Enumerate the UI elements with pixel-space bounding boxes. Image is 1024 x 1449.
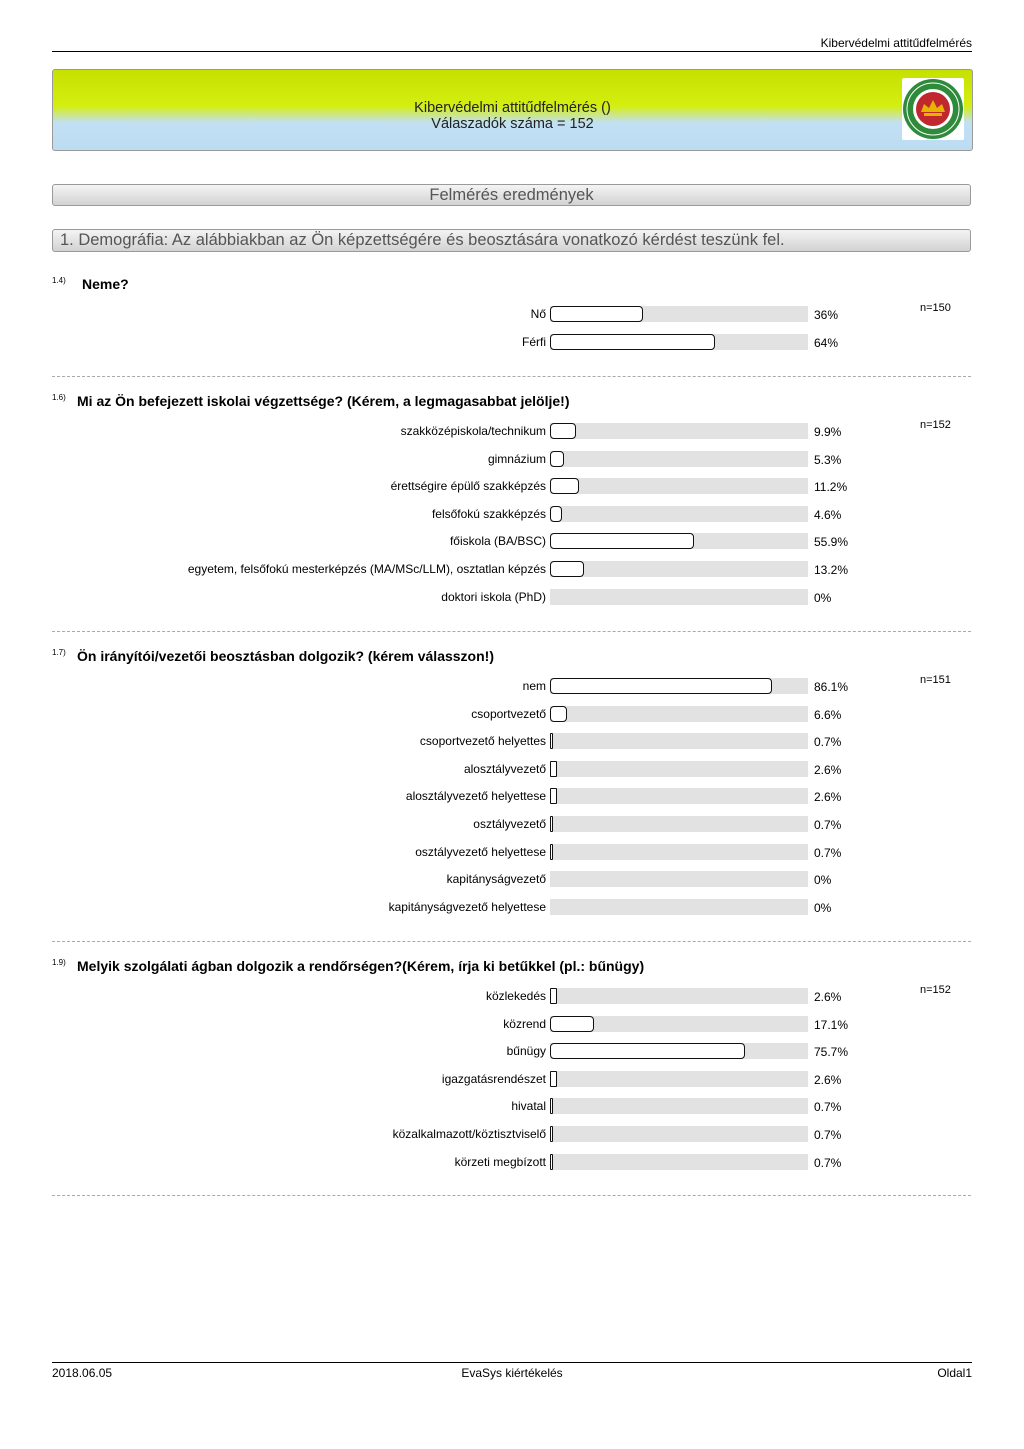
answer-bar — [550, 678, 772, 694]
answer-percent: 6.6% — [814, 707, 842, 722]
answer-label: közlekedés — [485, 989, 546, 1003]
answer-label: közalkalmazott/köztisztviselő — [392, 1127, 546, 1141]
answer-bar-track — [550, 899, 808, 915]
answer-percent: 0.7% — [814, 845, 842, 860]
answer-bar-track — [550, 1071, 808, 1087]
answer-bar — [550, 1043, 745, 1059]
answer-bar-track — [550, 306, 808, 322]
answer-bar — [550, 733, 553, 749]
answer-label: közrend — [503, 1016, 546, 1031]
banner-text — [53, 100, 972, 132]
footer-title: EvaSys kiértékelés — [461, 1366, 563, 1380]
answer-label: kapitányságvezető helyettese — [388, 899, 546, 914]
answer-bar-track — [550, 706, 808, 722]
answer-percent: 11.2% — [814, 480, 848, 495]
answer-bar-track — [550, 816, 808, 832]
institution-seal-logo — [902, 78, 964, 140]
answer-bar — [550, 816, 553, 832]
question-separator — [52, 376, 971, 377]
answer-label: igazgatásrendészet — [441, 1071, 546, 1086]
answer-percent: 0.7% — [814, 735, 842, 750]
answer-bar — [550, 334, 715, 350]
answer-label: doktori iskola (PhD) — [441, 589, 546, 604]
answer-label: bűnügy — [506, 1044, 546, 1059]
answer-bar — [550, 423, 576, 439]
answer-label: kapitányságvezető — [446, 872, 546, 887]
answer-percent: 9.9% — [814, 425, 842, 439]
answer-bar-track — [550, 1016, 808, 1032]
answer-bar-track — [550, 1043, 808, 1059]
answer-bar-track — [550, 423, 808, 439]
answer-bar-track — [550, 1154, 808, 1170]
answer-bar-track — [550, 478, 808, 494]
answer-label: szakközépiskola/technikum — [400, 424, 546, 438]
answer-bar — [550, 306, 643, 322]
demography-section-header — [52, 229, 971, 252]
answer-percent: 0.7% — [814, 1100, 842, 1115]
question-separator — [52, 1195, 971, 1196]
answer-label: nem — [522, 679, 546, 693]
answer-percent: 0% — [814, 873, 832, 888]
answer-bar — [550, 1126, 553, 1142]
question-title: Neme? — [82, 276, 129, 292]
question-title: Mi az Ön befejezett iskolai végzettsége? (Kérem, a legmagasabbat jelölje!) — [77, 393, 570, 409]
answer-bar-track — [550, 506, 808, 522]
answer-bar — [550, 761, 557, 777]
results-section-title: Felmérés eredmények — [429, 186, 594, 204]
answer-label: hivatal — [511, 1099, 546, 1114]
question-title: Ön irányítói/vezetői beosztásban dolgozik? (kérem válasszon!) — [77, 648, 494, 664]
answer-percent: 2.6% — [814, 1072, 842, 1087]
response-count: n=152 — [920, 419, 951, 431]
answer-label: osztályvezető helyettese — [415, 844, 546, 859]
answer-label: Férfi — [522, 334, 546, 349]
answer-percent: 36% — [814, 308, 839, 322]
answer-percent: 4.6% — [814, 507, 842, 522]
answer-percent: 13.2% — [814, 563, 849, 577]
results-section-header — [52, 184, 971, 206]
question-number: 1.6) — [52, 393, 66, 402]
question-number: 1.7) — [52, 648, 66, 657]
question-title: Melyik szolgálati ágban dolgozik a rendőrségen?(Kérem, írja ki betűkkel (pl.: bűnügy) — [77, 958, 645, 974]
answer-bar — [550, 988, 557, 1004]
question-separator — [52, 631, 971, 632]
question-number: 1.9) — [52, 958, 66, 967]
answer-percent: 0.7% — [814, 818, 842, 832]
answer-percent: 2.6% — [814, 990, 842, 1004]
answer-bar-track — [550, 334, 808, 350]
answer-bar — [550, 533, 694, 549]
answer-bar-track — [550, 533, 808, 549]
answer-bar-track — [550, 761, 808, 777]
banner-respondents: Válaszadók száma = 152 — [431, 116, 594, 132]
answer-label: Nő — [530, 307, 546, 321]
answer-label: alosztályvezető helyettese — [405, 789, 546, 804]
header-title: Kibervédelmi attitűdfelmérés — [820, 36, 972, 50]
answer-bar-track — [550, 1126, 808, 1142]
response-count: n=152 — [920, 984, 951, 996]
answer-bar — [550, 1071, 557, 1087]
answer-label: csoportvezető helyettes — [419, 734, 546, 749]
answer-percent: 86.1% — [814, 680, 849, 694]
answer-bar-track — [550, 561, 808, 577]
answer-label: alosztályvezető — [463, 761, 546, 776]
answer-label: érettségire épülő szakképzés — [390, 479, 546, 494]
answer-percent: 17.1% — [814, 1017, 849, 1032]
demography-section-title: 1. Demográfia: Az alábbiakban az Ön képzettségére és beosztására vonatkozó kérdést teszünk fel. — [60, 231, 785, 249]
answer-label: csoportvezető — [471, 706, 546, 721]
answer-bar — [550, 478, 579, 494]
response-count: n=150 — [920, 302, 951, 314]
banner-title: Kibervédelmi attitűdfelmérés () — [414, 100, 611, 116]
answer-bar-track — [550, 733, 808, 749]
answer-bar — [550, 844, 553, 860]
footer-rule — [52, 1362, 972, 1363]
answer-percent: 0% — [814, 900, 832, 915]
answer-bar — [550, 506, 562, 522]
answer-bar — [550, 561, 584, 577]
answer-label: főiskola (BA/BSC) — [449, 534, 546, 549]
question-separator — [52, 941, 971, 942]
answer-bar-track — [550, 844, 808, 860]
answer-label: felsőfokú szakképzés — [431, 506, 546, 521]
question-number: 1.4) — [52, 276, 66, 285]
answer-label: körzeti megbízott — [454, 1154, 546, 1169]
answer-bar-track — [550, 988, 808, 1004]
answer-label: egyetem, felsőfokú mesterképzés (MA/MSc/LLM), osztatlan képzés — [187, 562, 546, 576]
answer-bar — [550, 706, 567, 722]
response-count: n=151 — [920, 674, 951, 686]
answer-percent: 55.9% — [814, 535, 849, 550]
answer-bar-track — [550, 1098, 808, 1114]
answer-bar-track — [550, 451, 808, 467]
answer-label: osztályvezető — [473, 817, 546, 831]
answer-bar-track — [550, 678, 808, 694]
answer-percent: 2.6% — [814, 790, 842, 805]
answer-percent: 0.7% — [814, 1128, 842, 1142]
answer-percent: 5.3% — [814, 452, 842, 467]
answer-bar — [550, 1154, 553, 1170]
answer-bar-track — [550, 788, 808, 804]
answer-bar-track — [550, 589, 808, 605]
answer-bar — [550, 1016, 594, 1032]
answer-percent: 64% — [814, 335, 839, 350]
answer-bar — [550, 1098, 553, 1114]
answer-percent: 0% — [814, 590, 832, 605]
answer-bar — [550, 451, 564, 467]
answer-percent: 75.7% — [814, 1045, 849, 1060]
answer-percent: 0.7% — [814, 1155, 842, 1170]
footer-date: 2018.06.05 — [52, 1366, 113, 1380]
answer-bar-track — [550, 871, 808, 887]
report-banner — [52, 69, 973, 151]
answer-bar — [550, 788, 557, 804]
answer-percent: 2.6% — [814, 762, 842, 777]
answer-label: gimnázium — [487, 451, 546, 466]
footer-page: Oldal1 — [937, 1366, 972, 1380]
header-rule — [52, 51, 972, 52]
